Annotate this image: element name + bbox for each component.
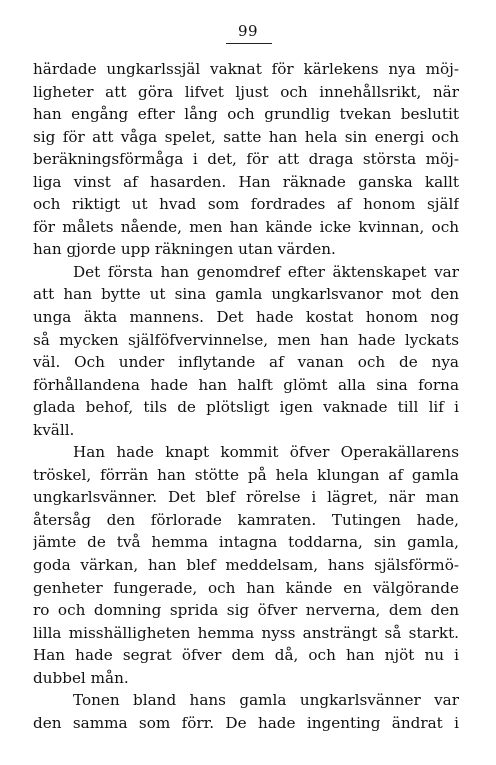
text-line: förhållandena hade han halft glömt alla sina forna [33,375,459,394]
text-line: jämte de två hemma intagna toddarna, sin gamla, [33,533,459,552]
text-line: goda värkan, han blef meddelsam, hans själsförmö- [33,556,459,575]
paragraph [33,689,459,734]
page-number: 99 [237,22,259,40]
text-line: ro och domning sprida sig öfver nerverna, dem den [33,601,459,620]
text-line: väl. Och under inflytande af vanan och de nya [33,353,459,372]
text-line: så mycken själföfvervinnelse, men han hade lyckats [33,330,459,349]
text-line: Tonen bland hans gamla ungkarlsvänner var [73,691,459,710]
body-text [33,58,459,734]
text-line: tröskel, förrän han stötte på hela klungan af gamla [33,465,459,484]
text-line: och riktigt ut hvad som fordrades af honom själf [33,195,459,214]
text-line: lilla misshälligheten hemma nyss ansträngt så starkt. [33,623,459,642]
paragraph [33,58,459,261]
text-line: sig för att våga spelet, satte han hela sin energi och [33,127,459,146]
text-line: han engång efter lång och grundlig tvekan beslutit [33,105,459,124]
text-line: Han hade knapt kommit öfver Operakällarens [73,443,459,462]
text-line: härdade ungkarlssjäl vaknat för kärlekens nya möj- [33,60,459,78]
text-line: den samma som förr. De hade ingenting ändrat i [33,713,459,732]
paragraph [33,261,459,441]
text-line: återsåg den förlorade kamraten. Tutingen hade, [33,510,459,529]
header-rule [226,43,272,44]
paragraph [33,441,459,689]
text-line: liga vinst af hasarden. Han räknade ganska kallt [33,172,459,191]
text-line: dubbel mån. [33,668,129,687]
text-line: beräkningsförmåga i det, för att draga största möj- [33,150,459,169]
text-line: kväll. [33,420,75,439]
text-line: glada behof, tils de plötsligt igen vaknade till lif i [33,398,459,417]
text-line: genheter fungerade, och han kände en välgörande [33,578,459,597]
text-line: unga äkta mannens. Det hade kostat honom nog [33,308,459,327]
text-line: ligheter att göra lifvet ljust och innehållsrikt, när [33,82,459,101]
text-line: för målets nående, men han kände icke kvinnan, och [33,217,459,236]
text-line: Det första han genomdref efter äktenskapet var [73,262,459,281]
text-line: han gjorde upp räkningen utan värden. [33,240,336,259]
text-line: att han bytte ut sina gamla ungkarlsvanor mot den [33,285,459,304]
text-line: ungkarlsvänner. Det blef rörelse i lägret, när man [33,488,459,507]
text-line: Han hade segrat öfver dem då, och han njöt nu i [33,646,459,665]
